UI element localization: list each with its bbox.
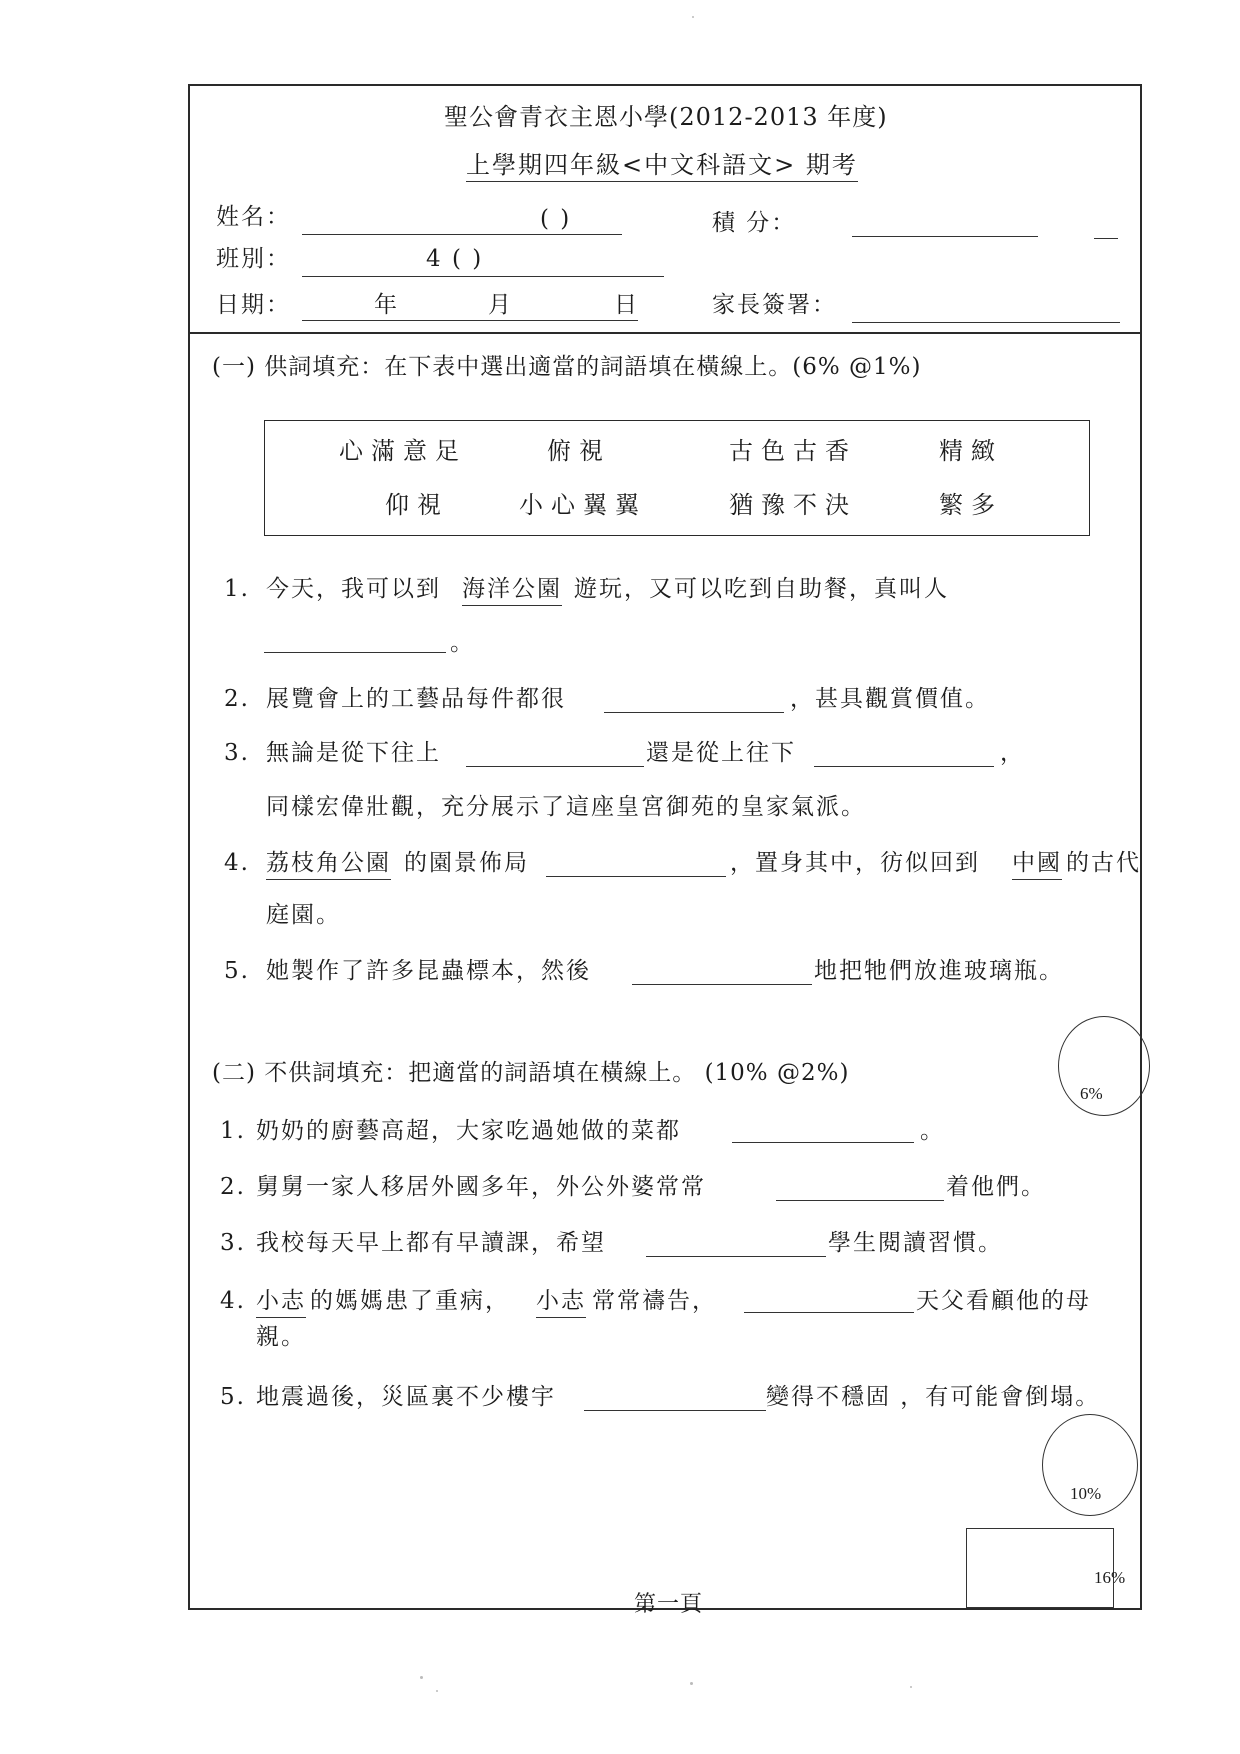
s2-q4-line2: 親。: [256, 1324, 306, 1350]
s1-q1-number: 1.: [224, 576, 250, 602]
s1-q4-number: 4.: [224, 850, 250, 876]
s1-q1-text-a: 今天，我可以到: [266, 576, 441, 602]
name-seat-paren: ( ): [540, 206, 572, 232]
s2-q4-text-b: 的媽媽患了重病，: [310, 1288, 510, 1314]
s2-q2-answer-blank[interactable]: [776, 1200, 944, 1201]
date-blank[interactable]: [302, 320, 638, 321]
s1-q1-end: 。: [450, 630, 475, 656]
total-score-box: [966, 1528, 1114, 1608]
word-bank-item: 精緻: [939, 437, 1003, 465]
s1-q5-number: 5.: [224, 958, 250, 984]
s1-q1-answer-blank[interactable]: [264, 652, 446, 653]
s2-q5-answer-blank[interactable]: [584, 1410, 766, 1411]
exam-title: 上學期四年級<中文科語文> 期考: [466, 150, 858, 182]
section2-score: 10%: [1070, 1484, 1102, 1503]
s2-q3-text-c: 學生閱讀習慣。: [828, 1230, 1003, 1256]
page-number: 第一頁: [634, 1592, 704, 1617]
class-value: 4 ( ): [426, 246, 484, 272]
s1-q4-country: 中國: [1012, 848, 1062, 880]
s1-q3-answer-blank-2[interactable]: [814, 766, 994, 767]
s1-q5-text-a: 她製作了許多昆蟲標本，然後: [266, 958, 591, 984]
word-bank-item: 古色古香: [729, 437, 857, 465]
total-score: 16%: [1094, 1568, 1126, 1587]
s1-q4-line2: 庭園。: [266, 902, 341, 928]
parent-signature-blank[interactable]: [852, 322, 1120, 323]
word-bank-item: 仰視: [385, 491, 449, 519]
score-label: 積 分：: [712, 210, 797, 236]
class-blank[interactable]: [302, 276, 664, 277]
section1-score: 6%: [1080, 1084, 1103, 1103]
s2-q1-number: 1.: [220, 1118, 246, 1144]
s1-q3-number: 3.: [224, 740, 250, 766]
section1-score-circle: [1058, 1016, 1150, 1116]
s2-q1-answer-blank[interactable]: [732, 1142, 914, 1143]
date-year: 年: [374, 292, 399, 318]
s1-q4-text-c: ，置身其中，彷似回到: [730, 850, 980, 876]
s1-q3-text-c: ，: [1000, 740, 1025, 766]
section1-heading: (一) 供詞填充：在下表中選出適當的詞語填在橫線上。(6% @1%): [212, 354, 922, 380]
word-bank-item: 俯視: [547, 437, 611, 465]
s1-q3-text-b: 還是從上往下: [646, 740, 796, 766]
score-blank-tail: [1094, 238, 1118, 239]
s1-q5-answer-blank[interactable]: [632, 984, 812, 985]
s2-q3-answer-blank[interactable]: [646, 1256, 826, 1257]
s2-q4-text-d: 常常禱告，: [592, 1288, 717, 1314]
s2-q5-number: 5.: [220, 1384, 246, 1410]
s2-q3-number: 3.: [220, 1230, 246, 1256]
s1-q1-text-c: 遊玩，又可以吃到自助餐，真叫人: [574, 576, 949, 602]
s2-q4-answer-blank[interactable]: [744, 1312, 914, 1313]
class-label: 班別：: [216, 246, 291, 272]
word-bank-item: 心滿意足: [339, 437, 467, 465]
s1-q1-place-name: 海洋公園: [462, 574, 562, 606]
s1-q4-place-name: 荔枝角公園: [266, 848, 391, 880]
s1-q3-answer-blank-1[interactable]: [466, 766, 644, 767]
s1-q2-text-c: ，甚具觀賞價值。: [790, 686, 990, 712]
s1-q4-text-b: 的園景佈局: [404, 850, 529, 876]
s1-q2-text-a: 展覽會上的工藝品每件都很: [266, 686, 566, 712]
s2-q2-text-a: 舅舅一家人移居外國多年，外公外婆常常: [256, 1174, 706, 1200]
s2-q5-text-c: 變得不穩固 ，有可能會倒塌。: [766, 1384, 1101, 1410]
date-month: 月: [488, 292, 513, 318]
word-bank-item: 猶豫不決: [729, 491, 857, 519]
s2-q4-person-name-1: 小志: [256, 1286, 306, 1318]
s2-q1-text-c: 。: [920, 1118, 945, 1144]
scan-noise: [420, 1676, 423, 1679]
header-divider: [188, 332, 1142, 334]
s2-q5-text-a: 地震過後，災區裏不少樓宇: [256, 1384, 556, 1410]
s1-q3-text-a: 無論是從下往上: [266, 740, 441, 766]
score-blank[interactable]: [852, 236, 1038, 237]
s2-q2-number: 2.: [220, 1174, 246, 1200]
name-label: 姓名：: [216, 204, 291, 230]
s1-q2-number: 2.: [224, 686, 250, 712]
school-title: 聖公會青衣主恩小學(2012-2013 年度): [444, 103, 888, 131]
s2-q1-text-a: 奶奶的廚藝高超，大家吃過她做的菜都: [256, 1118, 681, 1144]
s2-q3-text-a: 我校每天早上都有早讀課，希望: [256, 1230, 606, 1256]
scan-noise: [910, 1686, 912, 1688]
s2-q2-text-c: 着他們。: [946, 1174, 1046, 1200]
s2-q4-person-name-2: 小志: [536, 1286, 586, 1318]
s1-q2-answer-blank[interactable]: [604, 712, 784, 713]
word-bank-item: 繁多: [939, 491, 1003, 519]
parent-signature-label: 家長簽署：: [712, 292, 837, 318]
scan-noise: [436, 1690, 438, 1692]
s1-q4-answer-blank[interactable]: [546, 876, 726, 877]
word-bank-box: [264, 420, 1090, 536]
s1-q5-text-c: 地把牠們放進玻璃瓶。: [814, 958, 1064, 984]
s1-q4-text-e: 的古代: [1066, 850, 1141, 876]
date-day: 日: [614, 292, 639, 318]
s2-q4-text-e: 天父看顧他的母: [916, 1288, 1091, 1314]
section2-heading: (二) 不供詞填充：把適當的詞語填在橫線上。 (10% @2%): [212, 1060, 850, 1086]
word-bank-item: 小心翼翼: [519, 491, 647, 519]
date-label: 日期：: [216, 292, 291, 318]
name-blank[interactable]: [302, 234, 622, 235]
scan-noise: [690, 1682, 693, 1685]
scan-noise: [692, 16, 694, 18]
s1-q3-line2: 同樣宏偉壯觀，充分展示了這座皇宮御苑的皇家氣派。: [266, 794, 866, 820]
s2-q4-number: 4.: [220, 1288, 246, 1314]
